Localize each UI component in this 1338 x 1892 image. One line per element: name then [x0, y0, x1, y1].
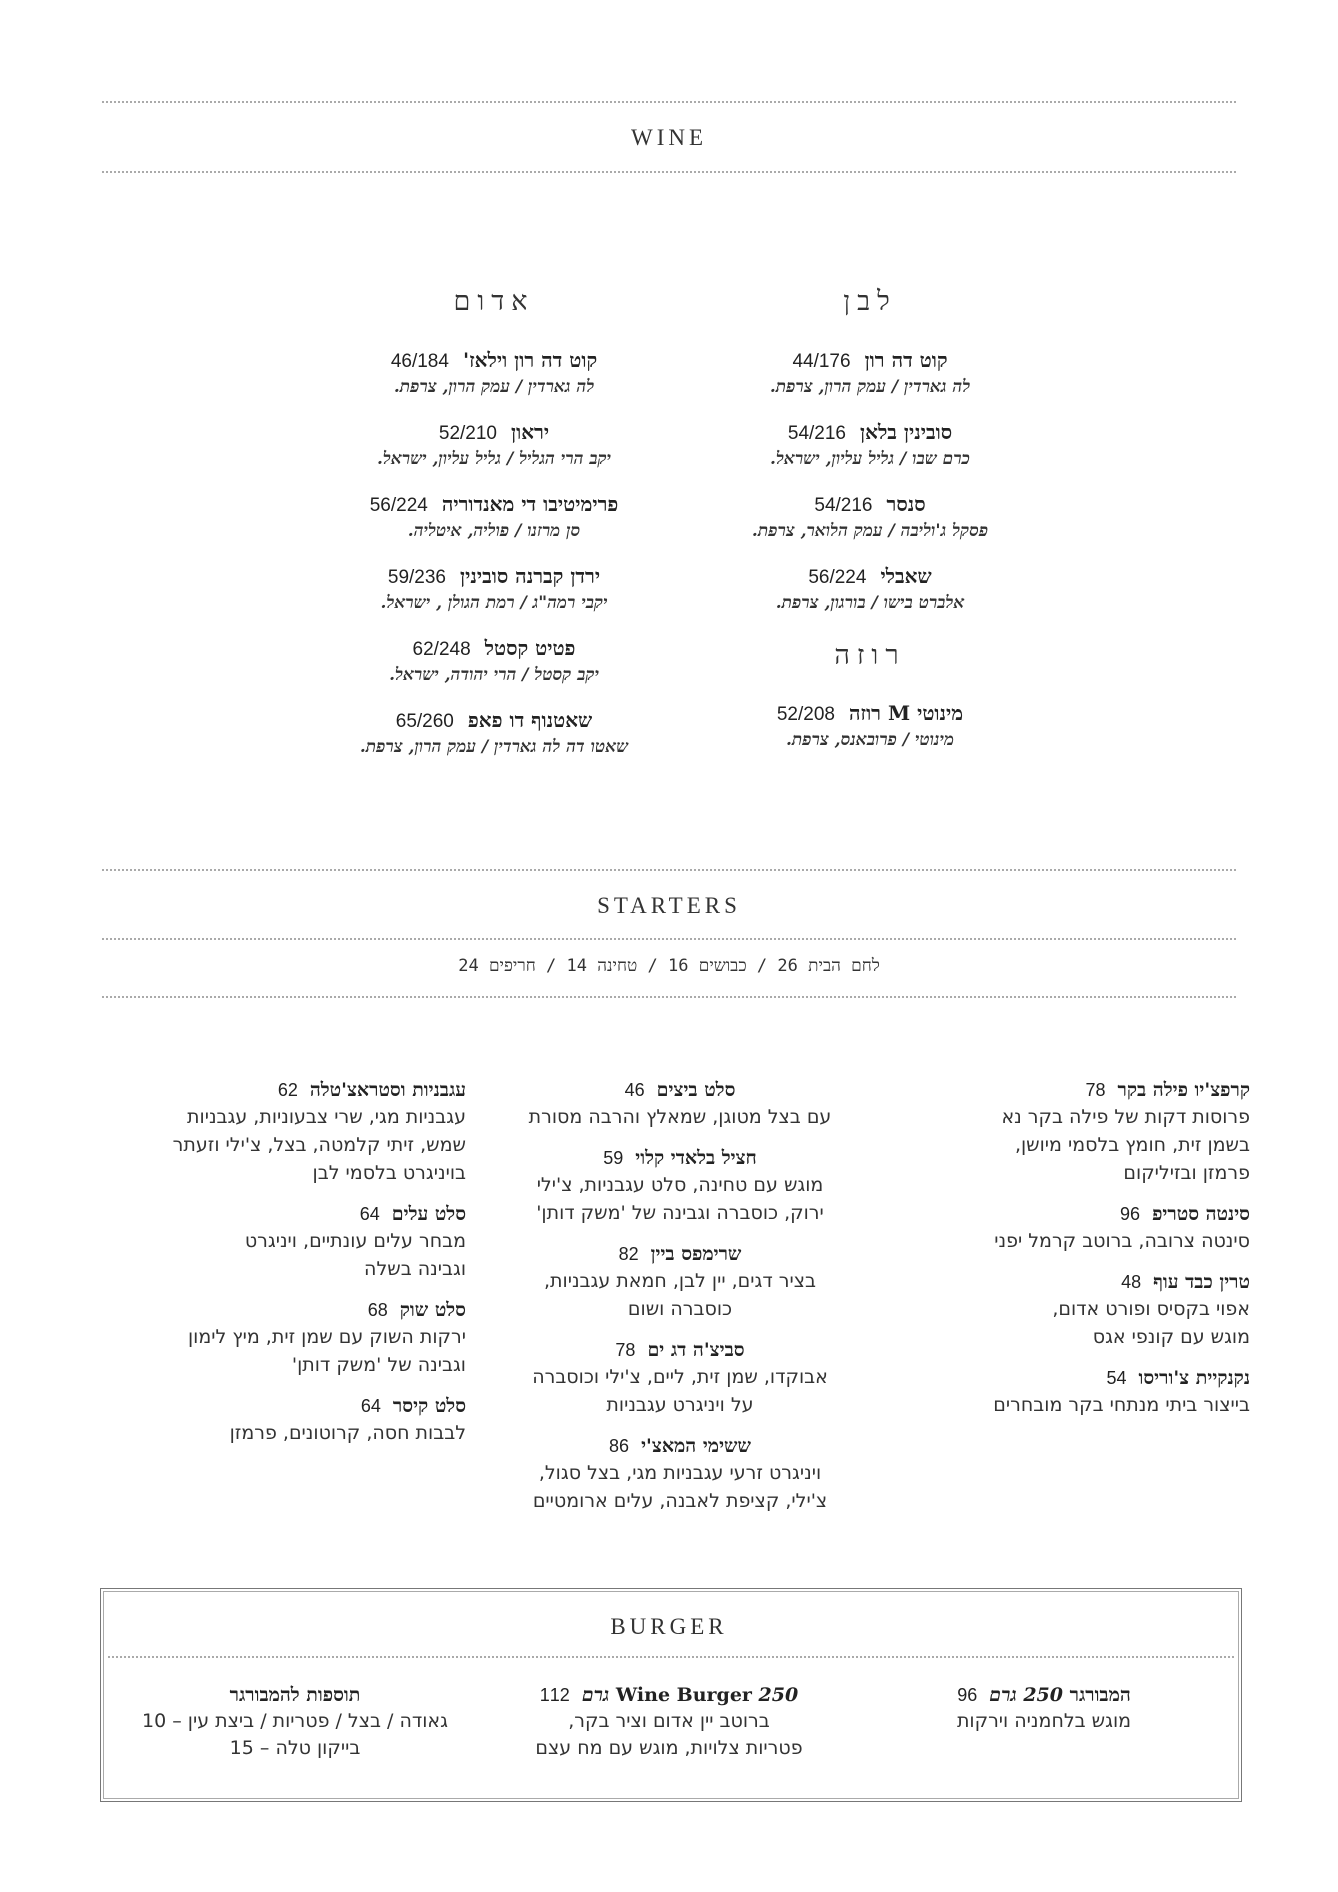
- divider: [102, 171, 1236, 173]
- dish-desc: פרוסות דקות של פילה בקר נא: [1001, 1106, 1250, 1128]
- divider: [102, 996, 1236, 998]
- wine-name: שאבלי: [880, 564, 932, 588]
- dish-desc: מוגש עם קונפי אגס: [1092, 1326, 1250, 1348]
- wine-name: קוט דה רון: [864, 348, 948, 372]
- wine-origin: יקבי רמה"ג / רמת הגולן , ישראל.: [380, 593, 608, 613]
- wine-origin: יקב קסטל / הרי יהודה, ישראל.: [389, 665, 599, 685]
- wine-price: 46/184: [390, 351, 449, 372]
- dish-desc: עם בצל מטוגן, שמאלץ והרבה מסורת: [528, 1106, 832, 1128]
- wine-price: 65/260: [395, 711, 454, 732]
- dish-desc: בשמן זית, חומץ בלסמי מיושן,: [1014, 1134, 1250, 1156]
- wine-item: [274, 635, 714, 687]
- dish-desc: עגבניות מגי, שרי צבעוניות, עגבניות: [187, 1106, 466, 1128]
- starters-middle-column: [500, 1077, 860, 1529]
- wine-origin: לה גארדין / עמק הרון, צרפת.: [393, 377, 595, 397]
- starters-right-column: [920, 1077, 1250, 1433]
- wine-red-list: [274, 347, 714, 779]
- dish-name: סלט קיסר: [392, 1395, 466, 1417]
- dish-price: 64: [359, 1204, 380, 1224]
- dish: [108, 1393, 466, 1447]
- wine-rose-list: [650, 700, 1090, 772]
- starters-extras: לחם הבית 26 / כבושים 16 / טחינה 14 / חריפים 24: [458, 956, 880, 976]
- wine-origin: לה גארדין / עמק הרון, צרפת.: [769, 377, 971, 397]
- wine-price: 54/216: [787, 423, 846, 444]
- dish-price: 64: [360, 1396, 381, 1416]
- wine-origin: סן מרזנו / פוליה, איטליה.: [407, 521, 581, 541]
- wine-name: סובינין בלאן: [860, 420, 953, 444]
- dish: [500, 1433, 860, 1515]
- dish-desc: בייצור ביתי מנתחי בקר מובחרים: [993, 1394, 1250, 1416]
- wine-origin: פסקל ג'וליבה / עמק הלואר, צרפת.: [751, 521, 989, 541]
- dish-name: שרימפס ביין: [650, 1243, 742, 1265]
- wine-origin: כרם שבו / גליל עליון, ישראל.: [770, 449, 970, 469]
- dish-desc: צ'ילי, קציפת לאבנה, עלים ארומטיים: [532, 1490, 828, 1512]
- dish: [108, 1297, 466, 1379]
- dish-price: 78: [615, 1340, 636, 1360]
- dish-price: 86: [609, 1436, 630, 1456]
- dish-desc: מוגש עם טחינה, סלט עגבניות, צ'ילי: [536, 1174, 824, 1196]
- wine-name: פטיט קסטל: [484, 636, 576, 660]
- burger-name: Wine Burger: [615, 1684, 752, 1706]
- dish-desc: סינטה צרובה, ברוטב קרמל יפני: [994, 1230, 1250, 1252]
- dish-name: סלט עלים: [391, 1203, 466, 1225]
- section-title-wine: WINE: [630, 125, 708, 150]
- section-title-starters: STARTERS: [597, 893, 741, 918]
- divider: [102, 101, 1236, 103]
- wine-item: [274, 491, 714, 543]
- dish: [108, 1201, 466, 1283]
- burger-item: [489, 1682, 849, 1762]
- wine-item: [650, 700, 1090, 752]
- wine-price: 52/208: [776, 704, 835, 725]
- divider: [102, 869, 1236, 871]
- dish-price: 59: [603, 1148, 624, 1168]
- wine-item: [274, 419, 714, 471]
- dish-name: נקנקיית צ'וריסו: [1138, 1367, 1250, 1389]
- dish-price: 48: [1121, 1272, 1142, 1292]
- dish-desc: כוסברה ושום: [627, 1298, 733, 1320]
- dish-desc: לבבות חסה, קרוטונים, פרמזן: [229, 1422, 466, 1444]
- dish-name: סביצ'ה דג ים: [647, 1339, 745, 1361]
- wine-price: 52/210: [438, 423, 497, 444]
- dish-name: קרפצ'יו פילה בקר: [1117, 1079, 1250, 1101]
- wine-price: 44/176: [792, 351, 851, 372]
- dish-desc: אבוקדו, שמן זית, ליים, צ'ילי וכוסברה: [532, 1366, 828, 1388]
- wine-item: [274, 563, 714, 615]
- dish-price: 68: [367, 1300, 388, 1320]
- dish-name: ששימי המאצ'י: [641, 1435, 751, 1457]
- wine-origin: מינוטי / פרובאנס, צרפת.: [785, 730, 955, 750]
- wine-price: 54/216: [814, 495, 873, 516]
- wine-item: [650, 563, 1090, 615]
- wine-origin: שאטו דה לה גארדין / עמק הרון, צרפת.: [359, 737, 629, 757]
- wine-name: ירדן קברנה סובינין: [460, 564, 601, 588]
- wine-item: [274, 707, 714, 759]
- wine-item: [650, 419, 1090, 471]
- burger-desc: גאודה / בצל / פטריות / ביצת עין – 10: [142, 1710, 448, 1732]
- burger-grams: 250 גרם: [989, 1684, 1063, 1706]
- dish-price: 82: [618, 1244, 639, 1264]
- burger-price: 112: [539, 1685, 570, 1705]
- wine-name: פרימיטיבו די מאנדוריה: [441, 492, 619, 516]
- dish-price: 54: [1106, 1368, 1127, 1388]
- dish-price: 62: [277, 1080, 298, 1100]
- dish: [920, 1077, 1250, 1187]
- dish-desc: על ויניגרט עגבניות: [606, 1394, 754, 1416]
- burger-price: 96: [957, 1685, 978, 1705]
- dish-desc: בויניגרט בלסמי לבן: [312, 1162, 466, 1184]
- dish-price: 96: [1120, 1204, 1141, 1224]
- burger-desc: פטריות צלויות, מוגש עם מח עצם: [535, 1737, 803, 1759]
- wine-item: [650, 347, 1090, 399]
- dish: [500, 1337, 860, 1419]
- dish-price: 78: [1085, 1080, 1106, 1100]
- wine-item: [274, 347, 714, 399]
- burger-desc: ברוטב יין אדום וציר בקר,: [568, 1710, 770, 1732]
- dish-name: סלט שוק: [399, 1299, 466, 1321]
- dish-desc: פרמזן ובזיליקום: [1123, 1162, 1250, 1184]
- burger-desc: מוגש בלחמניה וירקות: [956, 1710, 1132, 1732]
- section-title-burger: BURGER: [610, 1614, 728, 1639]
- dish: [500, 1145, 860, 1227]
- wine-name: מינוטי M רוזה: [848, 701, 964, 725]
- wine-origin: אלברט בישו / בורגון, צרפת.: [775, 593, 965, 613]
- dish: [500, 1077, 860, 1131]
- dish: [920, 1365, 1250, 1419]
- wine-price: 62/248: [412, 639, 471, 660]
- wine-name: קוט דה רון וילאז': [462, 348, 598, 372]
- wine-white-list: [650, 347, 1090, 635]
- wine-name: שאטנוף דו פאפ: [467, 708, 593, 732]
- wine-name: סנסר: [886, 492, 926, 516]
- dish-desc: ירוק, כוסברה וגבינה של 'משק דותן': [536, 1202, 824, 1224]
- dish: [108, 1077, 466, 1187]
- dish-desc: ירקות השוק עם שמן זית, מיץ לימון: [188, 1326, 466, 1348]
- dish: [920, 1201, 1250, 1255]
- dish-desc: וגבינה של 'משק דותן': [291, 1354, 466, 1376]
- dish-desc: ויניגרט זרעי עגבניות מגי, בצל סגול,: [538, 1462, 822, 1484]
- dish-name: סלט ביצים: [656, 1079, 736, 1101]
- dish-price: 46: [624, 1080, 645, 1100]
- burger-desc: בייקון טלה – 15: [229, 1737, 361, 1759]
- dish-desc: אפוי בקסיס ופורט אדום,: [1052, 1298, 1250, 1320]
- dish: [920, 1269, 1250, 1351]
- dish-desc: שמש, זיתי קלמטה, בצל, צ'ילי וזעתר: [172, 1134, 466, 1156]
- wine-white-title: לבן: [843, 286, 897, 317]
- wine-name: יראון: [511, 420, 550, 444]
- wine-origin: יקב הרי הגליל / גליל עליון, ישראל.: [376, 449, 612, 469]
- wine-rose-title: רוזה: [834, 640, 906, 671]
- dish-desc: מבחר עלים עונתיים, ויניגרט: [244, 1230, 466, 1252]
- wine-price: 56/224: [369, 495, 428, 516]
- burger-name: תוספות להמבורגר: [229, 1684, 361, 1706]
- divider: [102, 938, 1236, 940]
- wine-price: 59/236: [387, 567, 446, 588]
- divider: [108, 1656, 1234, 1658]
- wine-red-title: אדום: [453, 286, 535, 317]
- wine-price: 56/224: [808, 567, 867, 588]
- dish-desc: בציר דגים, יין לבן, חמאת עגבניות,: [544, 1270, 816, 1292]
- dish-name: סינטה סטריפ: [1152, 1203, 1250, 1225]
- dish-name: טרין כבד עוף: [1153, 1271, 1250, 1293]
- starters-left-column: [108, 1077, 466, 1461]
- dish-name: חציל בלאדי קלוי: [635, 1147, 757, 1169]
- dish: [500, 1241, 860, 1323]
- dish-desc: וגבינה בשלה: [364, 1258, 466, 1280]
- burger-item: [864, 1682, 1224, 1735]
- burger-name: המבורגר: [1069, 1684, 1131, 1706]
- wine-item: [650, 491, 1090, 543]
- dish-name: עגבניות וסטראצ'טלה: [309, 1079, 466, 1101]
- burger-grams: 250 גרם: [581, 1684, 799, 1706]
- burger-item: [110, 1682, 480, 1762]
